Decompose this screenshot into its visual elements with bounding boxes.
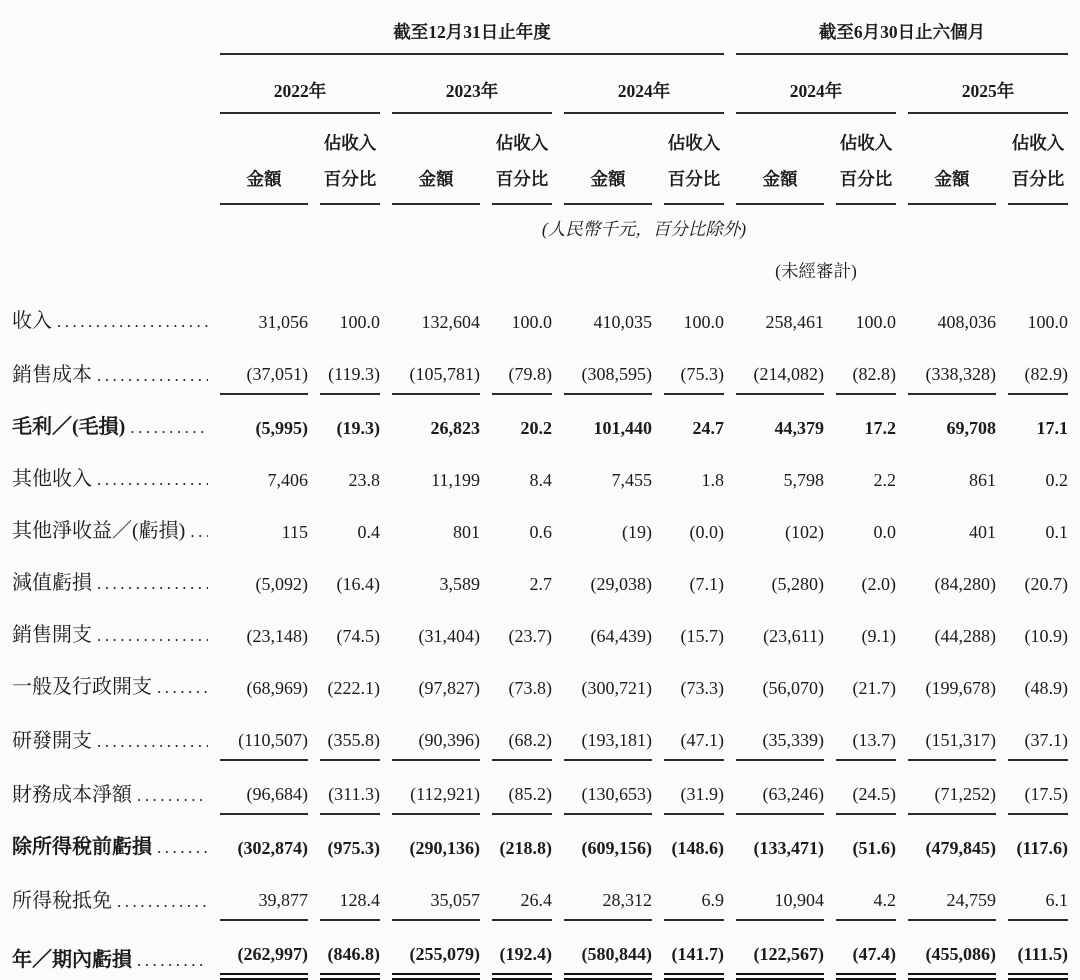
amount-cell: (193,181) <box>564 707 652 761</box>
period-group-row <box>12 2 1068 55</box>
row-label: 一般及行政開支 ..... <box>12 655 208 707</box>
amount-cell: 7,455 <box>611 470 652 490</box>
amount-cell: 3,589 <box>439 574 480 594</box>
year-header: 2024年 <box>564 55 724 114</box>
percent-cell: 1.8 <box>701 470 724 490</box>
amount-cell: (112,921) <box>392 761 480 815</box>
table-row <box>12 707 1068 761</box>
amount-cell: 5,798 <box>783 470 824 490</box>
amount-cell: 39,877 <box>220 867 308 921</box>
amount-cell: (199,678) <box>925 678 996 698</box>
dot-leader <box>132 951 208 971</box>
unit-note-row <box>12 205 1068 251</box>
percent-cell: (7.1) <box>689 574 724 594</box>
percent-cell: (31.9) <box>664 761 724 815</box>
percent-cell: 0.2 <box>1045 470 1068 490</box>
percent-cell: (355.8) <box>320 707 380 761</box>
amount-cell: (455,086) <box>908 921 996 980</box>
row-label: 年／期內虧損 ..... <box>12 921 208 980</box>
amount-column-header: 金額 <box>736 114 824 205</box>
label-column-spacer <box>12 55 208 114</box>
percent-cell: 20.2 <box>520 418 552 438</box>
amount-cell: (23,611) <box>763 626 824 646</box>
currency-unit-note: (人民幣千元，百分比除外) <box>541 218 747 239</box>
percent-cell: (48.9) <box>1024 678 1068 698</box>
percent-cell: (15.7) <box>680 626 724 646</box>
amount-column-header: 金額 <box>564 114 652 205</box>
amount-cell: 28,312 <box>564 867 652 921</box>
amount-cell: (5,092) <box>255 574 308 594</box>
table-row <box>12 289 1068 341</box>
amount-cell: (19) <box>622 522 652 542</box>
percent-cell: 128.4 <box>320 867 380 921</box>
amount-column-header: 金額 <box>908 114 996 205</box>
percent-cell: (13.7) <box>836 707 896 761</box>
percent-cell: 6.1 <box>1008 867 1068 921</box>
table-row <box>12 921 1068 980</box>
amount-cell: 861 <box>969 470 996 490</box>
percent-cell: (24.5) <box>836 761 896 815</box>
row-label: 其他淨收益／(虧損) ..... <box>12 499 208 551</box>
percent-cell: (117.6) <box>1016 838 1068 858</box>
amount-cell: (102) <box>785 522 824 542</box>
percent-cell: (79.8) <box>492 341 552 395</box>
amount-cell: (23,148) <box>246 626 308 646</box>
label-column-spacer <box>12 205 208 251</box>
table-row <box>12 655 1068 707</box>
table-row <box>12 447 1068 499</box>
amount-cell: (29,038) <box>590 574 652 594</box>
percent-cell: (148.6) <box>671 838 724 858</box>
row-label: 減值虧損 ..... <box>12 551 208 603</box>
percent-cell: (73.3) <box>680 678 724 698</box>
amount-cell: (105,781) <box>392 341 480 395</box>
dot-leader <box>112 892 208 912</box>
dot-leader <box>152 678 208 698</box>
amount-cell: (35,339) <box>736 707 824 761</box>
pct-of-revenue-column-header: 佔收入 百分比 <box>1008 114 1068 205</box>
percent-cell: 17.1 <box>1036 418 1068 438</box>
row-label: 其他收入 ..... <box>12 447 208 499</box>
amount-cell: (68,969) <box>246 678 308 698</box>
percent-cell: (21.7) <box>852 678 896 698</box>
percent-cell: (37.1) <box>1008 707 1068 761</box>
percent-cell: (19.3) <box>336 418 380 438</box>
percent-cell: (16.4) <box>336 574 380 594</box>
percent-cell: (846.8) <box>320 921 380 980</box>
row-label: 毛利／(毛損) ..... <box>12 395 208 447</box>
period-group-annual: 截至12月31日止年度 <box>220 2 724 55</box>
amount-cell: (96,684) <box>220 761 308 815</box>
amount-cell: 401 <box>969 522 996 542</box>
percent-cell: (141.7) <box>664 921 724 980</box>
amount-cell: 801 <box>453 522 480 542</box>
amount-cell: 132,604 <box>421 312 480 332</box>
percent-cell: 6.9 <box>664 867 724 921</box>
percent-cell: (68.2) <box>492 707 552 761</box>
amount-cell: 24,759 <box>908 867 996 921</box>
column-subheader-row <box>12 114 1068 205</box>
dot-leader <box>132 786 208 806</box>
amount-cell: (290,136) <box>409 838 480 858</box>
table-row <box>12 499 1068 551</box>
percent-cell: (51.6) <box>852 838 896 858</box>
label-column-spacer <box>12 2 208 55</box>
percent-cell: 4.2 <box>836 867 896 921</box>
percent-cell: (17.5) <box>1008 761 1068 815</box>
amount-cell: (308,595) <box>564 341 652 395</box>
spacer <box>220 251 724 289</box>
amount-cell: 44,379 <box>774 418 824 438</box>
percent-cell: (2.0) <box>861 574 896 594</box>
financial-statement-page <box>0 2 1080 980</box>
percent-cell: 100.0 <box>339 312 380 332</box>
amount-cell: (63,246) <box>736 761 824 815</box>
table-row <box>12 761 1068 815</box>
percent-cell: (311.3) <box>320 761 380 815</box>
pct-of-revenue-column-header: 佔收入 百分比 <box>320 114 380 205</box>
percent-cell: (82.8) <box>836 341 896 395</box>
amount-cell: (130,653) <box>564 761 652 815</box>
percent-cell: (218.8) <box>499 838 552 858</box>
percent-cell: 23.8 <box>348 470 380 490</box>
table-row <box>12 395 1068 447</box>
amount-cell: 115 <box>281 522 308 542</box>
amount-cell: (262,997) <box>220 921 308 980</box>
label-column-spacer <box>12 114 208 205</box>
percent-cell: (74.5) <box>336 626 380 646</box>
label-column-spacer <box>12 251 208 289</box>
year-header: 2022年 <box>220 55 380 114</box>
dot-leader <box>92 626 208 646</box>
amount-cell: 11,199 <box>431 470 480 490</box>
row-label: 研發開支 ..... <box>12 707 208 761</box>
amount-cell: (479,845) <box>925 838 996 858</box>
amount-cell: (5,280) <box>771 574 824 594</box>
amount-cell: (31,404) <box>418 626 480 646</box>
table-row <box>12 551 1068 603</box>
amount-cell: (56,070) <box>762 678 824 698</box>
year-header: 2023年 <box>392 55 552 114</box>
table-row <box>12 341 1068 395</box>
amount-cell: (300,721) <box>581 678 652 698</box>
row-label: 財務成本淨額 ..... <box>12 761 208 815</box>
percent-cell: (111.5) <box>1008 921 1068 980</box>
amount-cell: (110,507) <box>220 707 308 761</box>
amount-column-header: 金額 <box>392 114 480 205</box>
percent-cell: 26.4 <box>492 867 552 921</box>
percent-cell: 2.2 <box>873 470 896 490</box>
unaudited-note: (未經審計) <box>775 260 857 281</box>
amount-cell: 31,056 <box>258 312 308 332</box>
pct-of-revenue-column-header: 佔收入 百分比 <box>836 114 896 205</box>
percent-cell: (82.9) <box>1008 341 1068 395</box>
year-header: 2024年 <box>736 55 896 114</box>
year-header: 2025年 <box>908 55 1068 114</box>
percent-cell: (192.4) <box>492 921 552 980</box>
row-label: 銷售開支 ..... <box>12 603 208 655</box>
percent-cell: 0.1 <box>1045 522 1068 542</box>
amount-cell: (122,567) <box>736 921 824 980</box>
percent-cell: (85.2) <box>492 761 552 815</box>
percent-cell: (0.0) <box>689 522 724 542</box>
percent-cell: (20.7) <box>1024 574 1068 594</box>
amount-cell: (84,280) <box>934 574 996 594</box>
row-label: 所得稅抵免 ..... <box>12 867 208 921</box>
amount-cell: (71,252) <box>908 761 996 815</box>
amount-cell: 26,823 <box>430 418 480 438</box>
percent-cell: (73.8) <box>508 678 552 698</box>
percent-cell: (47.1) <box>664 707 724 761</box>
income-statement-table <box>0 2 1080 980</box>
amount-cell: (64,439) <box>590 626 652 646</box>
dot-leader <box>52 312 208 332</box>
amount-cell: (90,396) <box>392 707 480 761</box>
pct-of-revenue-column-header: 佔收入 百分比 <box>664 114 724 205</box>
percent-cell: 0.6 <box>529 522 552 542</box>
amount-cell: (255,079) <box>392 921 480 980</box>
percent-cell: 0.0 <box>873 522 896 542</box>
row-label: 銷售成本 ..... <box>12 341 208 395</box>
percent-cell: 17.2 <box>864 418 896 438</box>
unaudited-row <box>12 251 1068 289</box>
percent-cell: 100.0 <box>1027 312 1068 332</box>
amount-cell: 7,406 <box>267 470 308 490</box>
amount-cell: 69,708 <box>946 418 996 438</box>
percent-cell: 100.0 <box>855 312 896 332</box>
percent-cell: 2.7 <box>529 574 552 594</box>
percent-cell: (119.3) <box>320 341 380 395</box>
dot-leader <box>125 418 208 438</box>
spacer <box>908 251 1068 289</box>
amount-cell: (151,317) <box>908 707 996 761</box>
dot-leader <box>185 522 208 542</box>
amount-column-header: 金額 <box>220 114 308 205</box>
table-row <box>12 867 1068 921</box>
dot-leader <box>92 574 208 594</box>
amount-cell: (609,156) <box>581 838 652 858</box>
amount-cell: (133,471) <box>753 838 824 858</box>
percent-cell: (47.4) <box>836 921 896 980</box>
row-label: 除所得稅前虧損 ..... <box>12 815 208 867</box>
percent-cell: (10.9) <box>1024 626 1068 646</box>
amount-cell: (5,995) <box>255 418 308 438</box>
year-header-row <box>12 55 1068 114</box>
percent-cell: (222.1) <box>327 678 380 698</box>
percent-cell: 0.4 <box>357 522 380 542</box>
amount-cell: (338,328) <box>908 341 996 395</box>
percent-cell: 100.0 <box>511 312 552 332</box>
percent-cell: (23.7) <box>508 626 552 646</box>
percent-cell: 24.7 <box>692 418 724 438</box>
table-row <box>12 815 1068 867</box>
percent-cell: 100.0 <box>683 312 724 332</box>
amount-cell: (44,288) <box>934 626 996 646</box>
percent-cell: (9.1) <box>861 626 896 646</box>
period-group-interim: 截至6月30日止六個月 <box>736 2 1068 55</box>
percent-cell: 8.4 <box>529 470 552 490</box>
amount-cell: (302,874) <box>237 838 308 858</box>
amount-cell: 35,057 <box>392 867 480 921</box>
amount-cell: (37,051) <box>220 341 308 395</box>
dot-leader <box>92 366 208 386</box>
amount-cell: (97,827) <box>418 678 480 698</box>
dot-leader <box>92 470 208 490</box>
amount-cell: 410,035 <box>593 312 652 332</box>
dot-leader <box>152 838 208 858</box>
amount-cell: 258,461 <box>765 312 824 332</box>
amount-cell: (214,082) <box>736 341 824 395</box>
amount-cell: (580,844) <box>564 921 652 980</box>
percent-cell: (975.3) <box>327 838 380 858</box>
row-label: 收入 ..... <box>12 289 208 341</box>
dot-leader <box>92 732 208 752</box>
percent-cell: (75.3) <box>664 341 724 395</box>
amount-cell: 101,440 <box>593 418 652 438</box>
amount-cell: 10,904 <box>736 867 824 921</box>
table-row <box>12 603 1068 655</box>
pct-of-revenue-column-header: 佔收入 百分比 <box>492 114 552 205</box>
amount-cell: 408,036 <box>937 312 996 332</box>
